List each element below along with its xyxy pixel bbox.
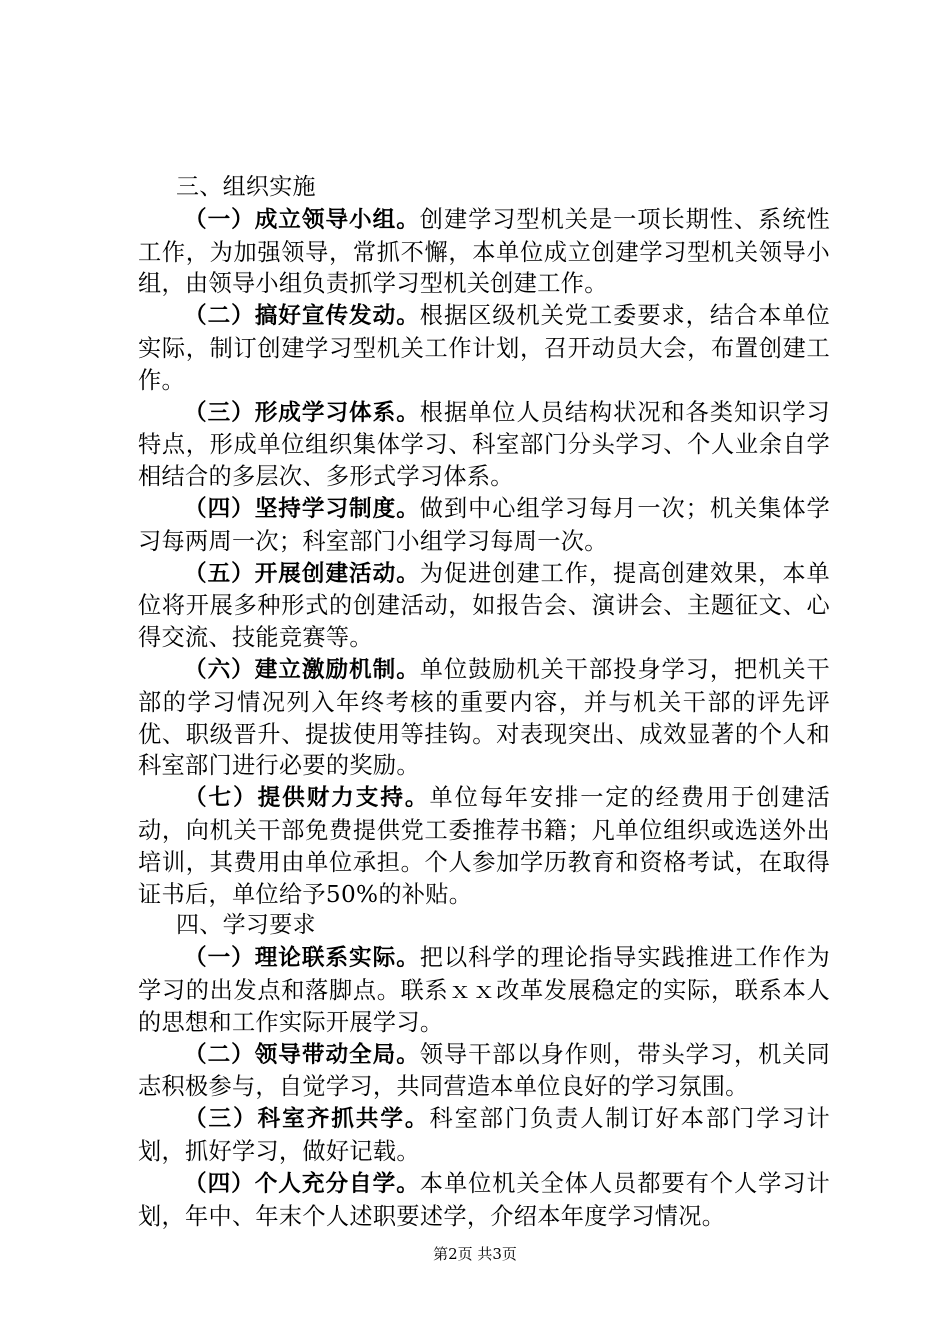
paragraph	[138, 300, 830, 396]
paragraph	[138, 204, 830, 300]
paragraph-text: 根据区级机关党工委要求，结合本单位实际，制订创建学习型机关工作计划，召开动员大会，布置创建工作。	[138, 302, 830, 394]
paragraph-text: 单位每年安排一定的经费用于创建活动，向机关干部免费提供党工委推荐书籍；凡单位组织或选送外出培训，其费用由单位承担。个人参加学历教育和资格考试，在取得证书后，单位给予50%的补贴。	[138, 784, 830, 908]
section-heading: 四、学习要求	[176, 912, 316, 939]
paragraph-text: 领导干部以身作则，带头学习，机关同志积极参与，自觉学习，共同营造本单位良好的学习氛围。	[138, 1040, 830, 1101]
paragraph-title: （三）科室齐抓共学。	[184, 1106, 430, 1133]
paragraph	[138, 558, 830, 654]
paragraph-text: 科室部门负责人制订好本部门学习计划，抓好学习，做好记载。	[138, 1105, 830, 1165]
paragraph	[138, 1168, 830, 1233]
paragraph-title: （二）搞好宣传发动。	[184, 303, 420, 330]
paragraph	[138, 654, 830, 782]
paragraph	[138, 942, 830, 1038]
paragraph-title: （四）个人充分自学。	[184, 1170, 420, 1197]
paragraph-text: 单位鼓励机关干部投身学习，把机关干部的学习情况列入年终考核的重要内容，并与机关干部的评先评优、职级晋升、提拔使用等挂钩。对表现突出、成效显著的个人和科室部门进行必要的奖励。	[138, 655, 830, 780]
paragraph-title: （一）成立领导小组。	[184, 206, 420, 233]
paragraph-text: 把以科学的理论指导实践推进工作作为学习的出发点和落脚点。联系ｘｘ改革发展稳定的实际，联系本人的思想和工作实际开展学习。	[138, 944, 830, 1036]
section-heading: 三、组织实施	[176, 174, 316, 200]
paragraph	[138, 1103, 830, 1168]
paragraph-text: 根据单位人员结构状况和各类知识学习特点，形成单位组织集体学习、科室部门分头学习、个人业余自学相结合的多层次、多形式学习体系。	[138, 398, 830, 491]
paragraph-title: （五）开展创建活动。	[184, 560, 420, 587]
paragraph-text: 为促进创建工作，提高创建效果，本单位将开展多种形式的创建活动，如报告会、演讲会、主题征文、心得交流、技能竞赛等。	[138, 559, 830, 652]
page-number-footer: 第2页 共3页	[433, 1245, 517, 1263]
paragraph	[138, 782, 830, 910]
paragraph-title: （四）坚持学习制度。	[184, 495, 420, 522]
paragraph-title: （六）建立激励机制。	[184, 656, 420, 683]
paragraph	[138, 493, 830, 558]
paragraph-title: （七）提供财力支持。	[184, 785, 430, 812]
paragraph-text: 创建学习型机关是一项长期性、系统性工作，为加强领导，常抓不懈，本单位成立创建学习型机关领导小组，由领导小组负责抓学习型机关创建工作。	[138, 205, 830, 298]
paragraph-title: （二）领导带动全局。	[184, 1041, 420, 1068]
paragraph-text: 做到中心组学习每月一次；机关集体学习每两周一次；科室部门小组学习每周一次。	[138, 494, 830, 555]
paragraph-text: 本单位机关全体人员都要有个人学习计划，年中、年末个人述职要述学，介绍本年度学习情况。	[138, 1169, 830, 1230]
document-body	[138, 172, 830, 1232]
paragraph-title: （三）形成学习体系。	[184, 399, 420, 426]
paragraph	[138, 397, 830, 493]
paragraph-title: （一）理论联系实际。	[184, 945, 420, 972]
paragraph	[138, 1039, 830, 1104]
